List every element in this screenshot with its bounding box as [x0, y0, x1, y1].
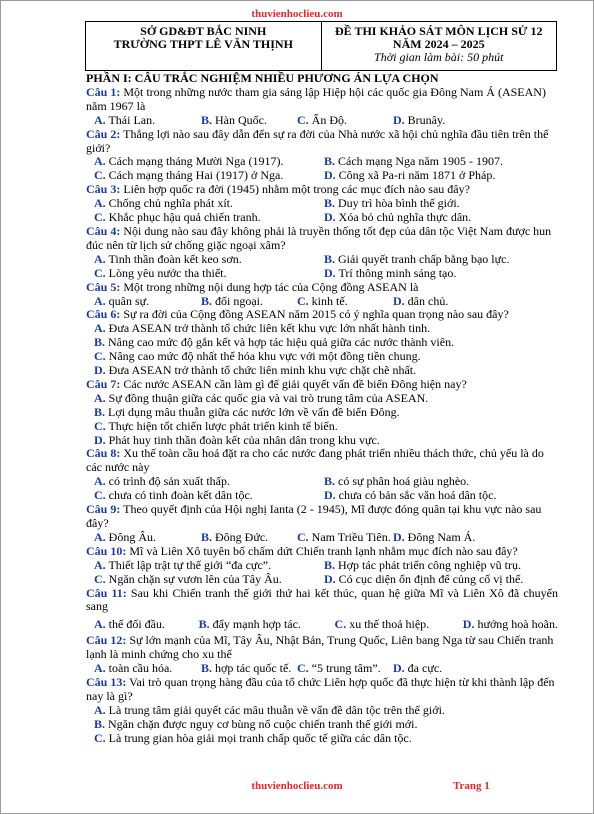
option-text: hướng hoà hoãn. [477, 617, 558, 632]
answer-option [94, 114, 201, 128]
option-text: Ấn Độ. [311, 112, 348, 127]
options-row [86, 614, 558, 634]
option-letter: C. [334, 617, 347, 632]
answer-option [324, 559, 554, 573]
options-row [86, 434, 558, 448]
answer-option [94, 573, 324, 587]
options-row [86, 531, 558, 545]
option-letter: D. [94, 432, 106, 447]
options-row [86, 169, 558, 183]
answer-option [94, 433, 380, 447]
option-letter: D. [324, 168, 336, 183]
option-text: Xóa bỏ chủ nghĩa thực dân. [338, 210, 472, 225]
options-row [86, 475, 558, 489]
option-text: Giải quyết tranh chấp bằng bạo lực. [338, 251, 510, 266]
option-text: dân chủ. [407, 293, 449, 308]
answer-option [94, 475, 324, 489]
answer-option [94, 335, 454, 349]
question-8 [86, 447, 558, 503]
option-text: đa cực. [407, 661, 443, 676]
option-letter: A. [94, 557, 106, 572]
option-text: toàn cầu hóa. [108, 661, 173, 676]
answer-option [463, 618, 558, 632]
option-text: Lợi dụng mâu thuẫn giữa các nước lớn về vấn đề biển Đông. [108, 404, 400, 419]
option-letter: D. [324, 571, 336, 586]
option-letter: C. [94, 265, 106, 280]
school-block [86, 22, 322, 70]
option-letter: B. [94, 716, 106, 731]
option-letter: C. [297, 293, 309, 308]
option-letter: B. [201, 529, 213, 544]
option-text: kinh tế. [311, 293, 348, 308]
option-text: Thiết lập trật tự thế giới “đa cực”. [108, 557, 272, 572]
options-row [86, 489, 558, 503]
answer-option [297, 531, 393, 545]
option-letter: D. [324, 488, 336, 503]
option-letter: A. [94, 474, 106, 489]
option-text: Thái Lan. [108, 112, 156, 127]
question-text: Vai trò quan trọng hàng đầu của tổ chức Liên hợp quốc đã thực hiện từ khi thành lập đến nay là gì? [86, 674, 555, 703]
answer-option [393, 295, 493, 309]
answer-option [324, 169, 554, 183]
question-stem [86, 676, 558, 704]
question-number: Câu 10: [86, 543, 127, 558]
option-text: Phát huy tinh thần đoàn kết của nhân dân trong khu vực. [108, 432, 380, 447]
answer-option [94, 559, 324, 573]
question-9 [86, 503, 558, 545]
option-text: Ngăn chặn được nguy cơ bùng nổ cuộc chiến tranh thế giới mới. [108, 716, 418, 731]
question-text: Mĩ và Liên Xô tuyên bố chấm dứt Chiến tranh lạnh nhằm mục đích nào sau đây? [129, 543, 518, 558]
option-text: Đưa ASEAN trở thành tổ chức liên minh khu vực chặt chẽ nhất. [108, 363, 417, 378]
option-letter: D. [393, 529, 405, 544]
question-number: Câu 6: [86, 307, 121, 322]
question-text: Nội dung nào sau đây không phải là truyền thống tốt đẹp của dân tộc Việt Nam được hun đúc nên từ lịch sử chống giặc ngoại xâm? [86, 223, 552, 252]
question-stem [86, 281, 558, 295]
option-letter: A. [94, 661, 106, 676]
exam-title: ĐỀ THI KHẢO SÁT MÔN LỊCH SỬ 12 [335, 24, 543, 38]
option-letter: C. [94, 210, 106, 225]
option-text: Công xã Pa-ri năm 1871 ở Pháp. [338, 168, 496, 183]
option-letter: D. [393, 293, 405, 308]
answer-option [201, 295, 297, 309]
question-stem [86, 183, 558, 197]
option-letter: A. [94, 321, 106, 336]
school-name: TRƯỜNG THPT LÊ VĂN THỊNH [113, 37, 293, 51]
options-row [86, 704, 558, 718]
exam-time: Thời gian làm bài: 50 phút [374, 50, 504, 64]
option-letter: C. [94, 488, 106, 503]
option-letter: B. [324, 196, 336, 211]
answer-option [94, 253, 324, 267]
school-year: NĂM 2024 – 2025 [392, 37, 485, 51]
site-watermark-top: thuvienhoclieu.com [251, 8, 343, 20]
options-row [86, 662, 558, 676]
answer-option [324, 253, 554, 267]
question-number: Câu 3: [86, 182, 121, 197]
answer-option [94, 169, 324, 183]
question-stem [86, 86, 558, 114]
option-text: Nâng cao mức độ gắn kết và hợp tác hiệu quả giữa các nước thành viên. [108, 335, 455, 350]
option-text: Có cục diện ổn định để củng cố vị thế. [338, 571, 524, 586]
options-row [86, 197, 558, 211]
option-letter: A. [94, 112, 106, 127]
option-letter: B. [324, 474, 336, 489]
option-letter: A. [94, 293, 106, 308]
answer-option [94, 703, 445, 717]
option-letter: A. [94, 529, 106, 544]
option-text: đối ngoại. [215, 293, 264, 308]
answer-option [94, 211, 324, 225]
question-10 [86, 545, 558, 587]
question-stem [86, 447, 558, 475]
options-row [86, 350, 558, 364]
question-number: Câu 9: [86, 502, 121, 517]
exam-content [86, 72, 558, 746]
question-number: Câu 1: [86, 84, 121, 99]
option-text: Đông Nam Á. [407, 529, 476, 544]
option-text: hợp tác quốc tế. [215, 661, 292, 676]
option-letter: C. [94, 168, 106, 183]
answer-option [94, 731, 412, 745]
answer-option [94, 295, 201, 309]
question-text: Một trong những nước tham gia sáng lập Hiệp hội các quốc gia Đông Nam Á (ASEAN) năm 1967 là [86, 84, 546, 113]
question-text: Sau khi Chiến tranh thế giới thứ hai kết thúc, quan hệ giữa Mĩ và Liên Xô đã chuyển sang [86, 585, 558, 614]
question-11 [86, 587, 558, 635]
question-stem [86, 587, 558, 615]
answer-option [94, 363, 416, 377]
answer-option [201, 114, 297, 128]
answer-option [324, 211, 554, 225]
options-row [86, 211, 558, 225]
question-text: Thắng lợi nào sau đây dẫn đến sự ra đời của Nhà nước xã hội chủ nghĩa đầu tiên trên thế giới? [86, 126, 549, 155]
options-row [86, 155, 558, 169]
options-row [86, 732, 558, 746]
answer-option [94, 155, 324, 169]
option-text: chưa có bản sắc văn hoá dân tộc. [338, 488, 497, 503]
options-row [86, 336, 558, 350]
question-stem [86, 225, 558, 253]
question-number: Câu 7: [86, 376, 121, 391]
option-letter: A. [94, 251, 106, 266]
option-text: Thực hiện tốt chiến lược phát triển kinh tế biển. [108, 418, 338, 433]
option-letter: A. [94, 390, 106, 405]
option-letter: B. [201, 112, 213, 127]
option-text: Là trung gian hòa giải mọi tranh chấp quốc tế giữa các dân tộc. [108, 730, 412, 745]
question-5 [86, 281, 558, 309]
option-text: thế đối đầu. [108, 617, 165, 632]
option-text: Khắc phục hậu quả chiến tranh. [108, 210, 261, 225]
answer-option [94, 349, 421, 363]
question-text: Các nước ASEAN cần làm gì để giải quyết vấn đề biển Đông hiện nay? [123, 376, 467, 391]
question-stem [86, 545, 558, 559]
options-row [86, 420, 558, 434]
answer-option [324, 267, 554, 281]
option-text: chưa có tinh đoàn kết dân tộc. [108, 488, 253, 503]
option-text: Hàn Quốc. [215, 112, 267, 127]
question-stem [86, 503, 558, 531]
answer-option [324, 489, 554, 503]
answer-option [94, 662, 201, 676]
option-letter: B. [201, 293, 213, 308]
answer-option [393, 662, 493, 676]
answer-option [393, 114, 493, 128]
question-number: Câu 11: [86, 585, 127, 600]
option-text: đẩy mạnh hợp tác. [212, 617, 301, 632]
options-row [86, 392, 558, 406]
option-text: có trình độ sản xuất thấp. [108, 474, 230, 489]
option-text: quân sự. [108, 293, 150, 308]
answer-option [199, 618, 301, 632]
answer-option [94, 419, 338, 433]
option-letter: A. [94, 154, 106, 169]
option-letter: B. [324, 251, 336, 266]
option-text: Đưa ASEAN trở thành tổ chức liên kết khu vực lớn nhất hành tinh. [108, 321, 431, 336]
option-letter: D. [324, 210, 336, 225]
options-row [86, 573, 558, 587]
option-text: Nâng cao mức độ nhất thể hóa khu vực với một đồng tiền chung. [108, 349, 421, 364]
option-text: xu thế thoả hiệp. [349, 617, 430, 632]
option-text: Tinh thần đoàn kết keo sơn. [108, 251, 242, 266]
option-letter: B. [324, 557, 336, 572]
question-number: Câu 13: [86, 674, 127, 689]
option-letter: A. [94, 196, 106, 211]
question-number: Câu 8: [86, 446, 121, 461]
option-letter: D. [324, 265, 336, 280]
question-text: Liên hợp quốc ra đời (1945) nhằm một trong các mục đích nào sau đây? [123, 182, 470, 197]
answer-option [324, 573, 554, 587]
question-2 [86, 128, 558, 184]
answer-option [297, 662, 393, 676]
option-letter: C. [94, 571, 106, 586]
option-text: Sự đồng thuận giữa các quốc gia và vai trò trung tâm của ASEAN. [108, 390, 429, 405]
question-number: Câu 2: [86, 126, 121, 141]
option-letter: D. [462, 617, 475, 632]
question-text: Sự lớn mạnh của Mĩ, Tây Âu, Nhật Bản, Trung Quốc, Liên bang Nga từ sau Chiến tranh lạnh là minh chứng cho xu thế [86, 633, 554, 662]
options-row [86, 267, 558, 281]
question-number: Câu 5: [86, 279, 121, 294]
option-text: Đông Đức. [215, 529, 269, 544]
option-text: có sự phân hoá giàu nghèo. [338, 474, 470, 489]
option-text: Cách mạng Nga năm 1905 - 1907. [338, 154, 503, 169]
question-text: Theo quyết định của Hội nghị Ianta (2 - 1945), Mĩ được đóng quân tại khu vực nào sau đây? [86, 502, 542, 530]
option-letter: C. [297, 529, 309, 544]
answer-option [94, 405, 400, 419]
exam-title-block [322, 22, 557, 70]
question-list [86, 86, 558, 746]
answer-option [201, 531, 297, 545]
option-letter: B. [324, 154, 336, 169]
options-row [86, 718, 558, 732]
question-number: Câu 4: [86, 223, 121, 238]
options-row [86, 295, 558, 309]
option-letter: C. [94, 349, 106, 364]
answer-option [94, 391, 428, 405]
option-text: Là trung tâm giải quyết các mâu thuẫn về vấn đề dân tộc trên thế giới. [108, 702, 445, 717]
page-number: Trang 1 [453, 780, 490, 792]
question-stem [86, 634, 558, 662]
option-letter: D. [94, 363, 106, 378]
answer-option [94, 197, 324, 211]
option-text: Ngăn chặn sự vươn lên của Tây Âu. [108, 571, 282, 586]
question-text: Sự ra đời của Cộng đồng ASEAN năm 2015 có ý nghĩa quan trọng nào sau đây? [123, 307, 509, 322]
option-letter: C. [297, 661, 309, 676]
options-row [86, 322, 558, 336]
question-13 [86, 676, 558, 746]
answer-option [335, 618, 430, 632]
option-letter: B. [94, 335, 106, 350]
exam-header [85, 21, 557, 71]
answer-option [94, 489, 324, 503]
options-row [86, 406, 558, 420]
option-letter: A. [94, 617, 106, 632]
site-watermark-bottom: thuvienhoclieu.com [251, 780, 343, 792]
options-row [86, 364, 558, 378]
answer-option [94, 717, 418, 731]
option-text: Cách mạng tháng Hai (1917) ở Nga. [108, 168, 284, 183]
option-letter: B. [201, 661, 213, 676]
question-stem [86, 308, 558, 322]
option-text: Hợp tác phát triển công nghiệp vũ trụ. [338, 557, 521, 572]
question-7 [86, 378, 558, 448]
question-text: Xu thế toàn cầu hoá đặt ra cho các nước đang phát triển nhiều thách thức, chủ yếu là do các nước này [86, 446, 544, 475]
answer-option [201, 662, 297, 676]
option-text: Chống chủ nghĩa phát xít. [108, 196, 233, 211]
option-text: Duy trì hòa bình thế giới. [338, 196, 460, 211]
question-stem [86, 128, 558, 156]
options-row [86, 114, 558, 128]
answer-option [297, 114, 393, 128]
department-name: SỞ GD&ĐT BẮC NINH [140, 24, 267, 38]
answer-option [94, 618, 165, 632]
option-text: “5 trung tâm”. [311, 661, 381, 676]
question-1 [86, 86, 558, 128]
option-text: Lòng yêu nước tha thiết. [108, 265, 227, 280]
question-stem [86, 378, 558, 392]
question-12 [86, 634, 558, 676]
option-letter: D. [393, 112, 405, 127]
answer-option [324, 155, 554, 169]
option-text: Brunây. [407, 112, 446, 127]
option-text: Cách mạng tháng Mười Nga (1917). [108, 154, 284, 169]
option-letter: D. [393, 661, 405, 676]
options-row [86, 559, 558, 573]
option-letter: A. [94, 702, 106, 717]
options-row [86, 253, 558, 267]
option-letter: C. [94, 730, 106, 745]
option-text: Trí thông minh sáng tạo. [338, 265, 457, 280]
answer-option [324, 475, 554, 489]
question-4 [86, 225, 558, 281]
answer-option [94, 531, 201, 545]
question-3 [86, 183, 558, 225]
answer-option [393, 531, 493, 545]
question-text: Một trong những nội dung hợp tác của Cộng đồng ASEAN là [123, 279, 419, 294]
answer-option [94, 267, 324, 281]
option-letter: B. [198, 617, 210, 632]
question-number: Câu 12: [86, 633, 127, 648]
option-text: Đông Âu. [108, 529, 157, 544]
answer-option [297, 295, 393, 309]
question-6 [86, 308, 558, 378]
page-footer [0, 780, 594, 794]
option-text: Nam Triều Tiên. [311, 529, 391, 544]
option-letter: B. [94, 404, 106, 419]
option-letter: C. [297, 112, 309, 127]
option-letter: C. [94, 418, 106, 433]
answer-option [324, 197, 554, 211]
section-title: PHẦN I: CÂU TRẮC NGHIỆM NHIỀU PHƯƠNG ÁN LỰA CHỌN [86, 71, 439, 85]
answer-option [94, 321, 430, 335]
